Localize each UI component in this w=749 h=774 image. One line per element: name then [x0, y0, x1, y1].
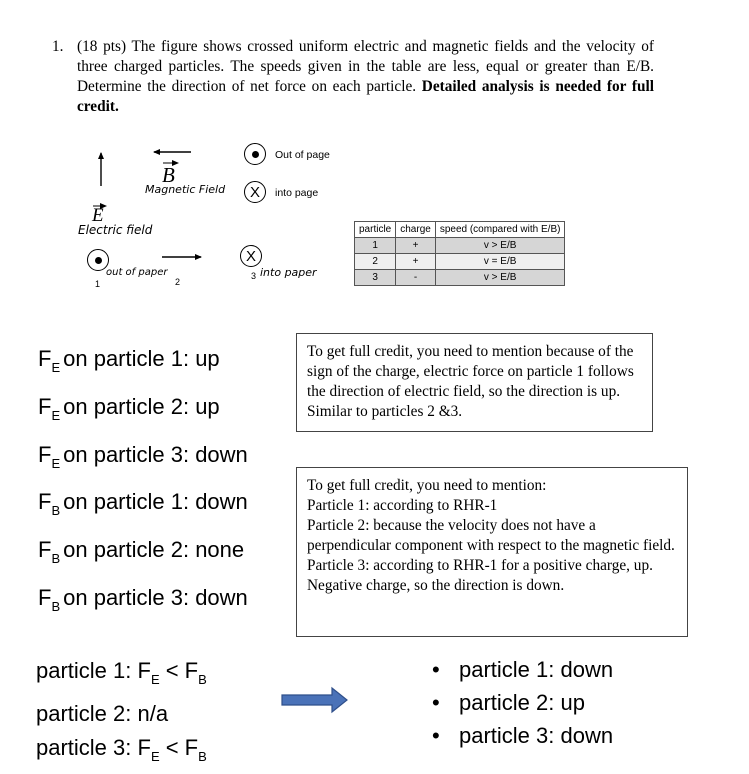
particle-3-label: into paper: [260, 266, 317, 279]
table-cell: 3: [355, 270, 396, 286]
out-of-page-legend-label: Out of page: [275, 149, 330, 161]
particle-3-number: 3: [251, 271, 257, 281]
particle-3-into-page-icon: X: [240, 245, 262, 267]
table-row: [355, 238, 565, 254]
magnetic-force-line: $F_B$ on particle 2: none: [38, 537, 245, 566]
into-page-legend-icon: X: [244, 181, 266, 203]
electric-field-label: Electric field: [78, 223, 153, 237]
comparison-line: particle 2: n/a: [36, 701, 169, 726]
table-cell: v > E/B: [435, 238, 565, 254]
table-cell: +: [396, 254, 436, 270]
magnetic-force-line: $F_B$ on particle 3: down: [38, 585, 248, 614]
particle-2-number: 2: [175, 277, 181, 287]
table-header: speed (compared with E/B): [435, 222, 565, 238]
magnetic-note-p3: Particle 3: according to RHR-1 for a positive charge, up. Negative charge, so the direction is down.: [307, 557, 653, 594]
table-cell: v > E/B: [435, 270, 565, 286]
question-number: 1.: [52, 38, 64, 55]
question-text: (18 pts) The figure shows crossed uniform electric and magnetic fields and the velocity of three charged particles. The speeds given in the table are less, equal or greater than E/B. Determine the direction of net force on each particle.: [77, 38, 654, 95]
result-list: [432, 653, 613, 752]
electric-force-line: $F_E$ on particle 3: down: [38, 442, 248, 471]
magnetic-note-box: [296, 467, 688, 637]
magnetic-note-intro: To get full credit, you need to mention:: [307, 477, 547, 494]
electric-force-list: [38, 339, 248, 483]
list-item: • particle 3: down: [432, 719, 613, 752]
magnetic-force-list: [38, 482, 248, 626]
table-header: charge: [396, 222, 436, 238]
magnetic-note-p1: Particle 1: according to RHR-1: [307, 497, 498, 514]
table-row: [355, 270, 565, 286]
electric-note-text: To get full credit, you need to mention because of the sign of the charge, electric force on particle 1 follows the direction of electric field, so the direction is up. Similar to particles 2 &3.: [307, 343, 634, 420]
out-of-page-legend-icon: [244, 143, 266, 165]
comparison-line: particle 3: $F_E < F_B$: [36, 735, 207, 764]
e-symbol: E: [92, 205, 104, 226]
list-item: • particle 1: down: [432, 653, 613, 686]
into-page-legend-label: into page: [275, 187, 319, 199]
table-cell: 1: [355, 238, 396, 254]
b-symbol: B: [162, 163, 175, 187]
magnetic-field-label: Magnetic Field: [145, 183, 226, 196]
particle-table: [354, 221, 565, 286]
question-emphasis: Detailed analysis is needed for full credit.: [77, 78, 654, 115]
magnetic-note-p2: Particle 2: because the velocity does not have a perpendicular component with respect to the magnetic field.: [307, 517, 675, 554]
particle-1-number: 1: [95, 279, 101, 289]
table-header-row: [355, 222, 565, 238]
table-header: particle: [355, 222, 396, 238]
electric-force-line: $F_E$ on particle 2: up: [38, 394, 220, 423]
table-cell: -: [396, 270, 436, 286]
electric-force-line: $F_E$ on particle 1: up: [38, 346, 220, 375]
magnetic-force-line: $F_B$ on particle 1: down: [38, 489, 248, 518]
comparison-line: particle 1: $F_E < F_B$: [36, 658, 207, 687]
table-row: [355, 254, 565, 270]
result-arrow-icon: [280, 685, 350, 715]
force-comparison-list: [36, 654, 207, 774]
particle-1-label: out of paper: [106, 267, 168, 278]
list-item: • particle 2: up: [432, 686, 613, 719]
electric-note-box: [296, 333, 653, 432]
table-cell: v = E/B: [435, 254, 565, 270]
table-cell: +: [396, 238, 436, 254]
table-cell: 2: [355, 254, 396, 270]
